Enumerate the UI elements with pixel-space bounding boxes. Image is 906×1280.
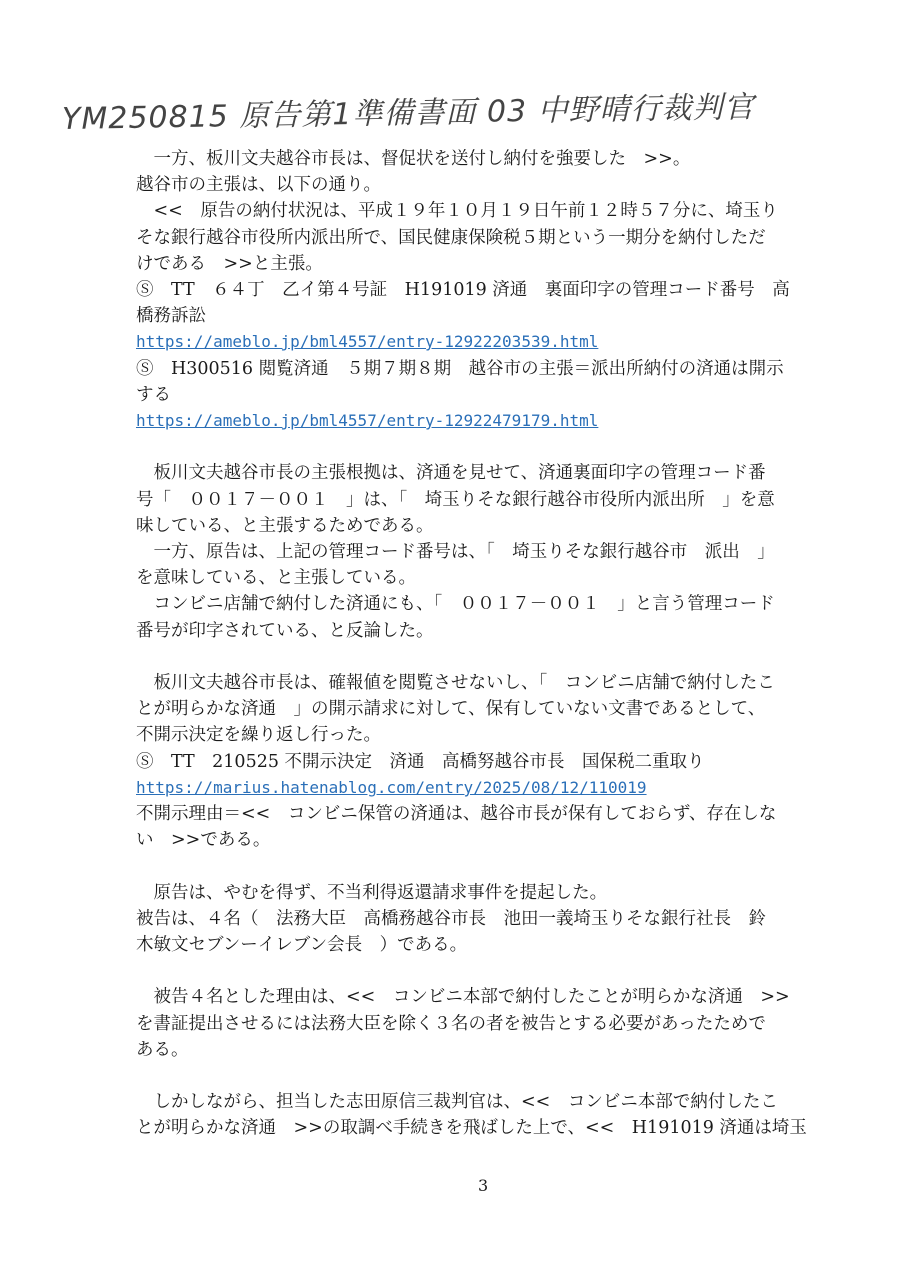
- text-line: 板川文夫越谷市長の主張根拠は、済通を見せて、済通裏面印字の管理コード番: [136, 463, 766, 483]
- handwritten-header: YM250815 原告第1準備書面 03 中野晴行裁判官: [61, 89, 755, 138]
- text-line: 越谷市の主張は、以下の通り。: [136, 175, 381, 195]
- text-line: 被告は、４名（ 法務大臣 高橋務越谷市長 池田一義埼玉りそな銀行社長 鈴: [136, 909, 766, 929]
- url-link[interactable]: https://ameblo.jp/bml4557/entry-12922203539.html: [136, 332, 599, 351]
- text-line: い >>である。: [136, 830, 271, 850]
- text-line: 一方、板川文夫越谷市長は、督促状を送付し納付を強要した >>。: [136, 149, 691, 169]
- text-line: を書証提出させるには法務大臣を除く３名の者を被告とする必要があったためで: [136, 1014, 766, 1034]
- text-line: とが明らかな済通 」の開示請求に対して、保有していない文書であるとして、: [136, 699, 766, 719]
- text-line: コンビニ店舗で納付した済通にも、「 ００１７－００１ 」と言う管理コード: [136, 594, 775, 614]
- text-line: 味している、と主張するためである。: [136, 516, 434, 536]
- text-line: Ⓢ H300516 閲覧済通 ５期７期８期 越谷市の主張＝派出所納付の済通は開示: [136, 359, 784, 379]
- text-line: そな銀行越谷市役所内派出所で、国民健康保険税５期という一期分を納付しただ: [136, 228, 766, 248]
- text-line: けである >>と主張。: [136, 254, 323, 274]
- text-line: 橋務訴訟: [136, 306, 206, 326]
- text-line: 原告は、やむを得ず、不当利得返還請求事件を提起した。: [136, 883, 608, 903]
- text-line: << 原告の納付状況は、平成１９年１０月１９日午前１２時５７分に、埼玉り: [136, 201, 778, 221]
- text-line: 一方、原告は、上記の管理コード番号は、「 埼玉りそな銀行越谷市 派出 」: [136, 542, 775, 562]
- text-line: ある。: [136, 1040, 189, 1060]
- text-line: 不開示理由＝<< コンビニ保管の済通は、越谷市長が保有しておらず、存在しな: [136, 804, 777, 824]
- text-line: Ⓢ TT ６４丁 乙イ第４号証 H191019 済通 裏面印字の管理コード番号 高: [136, 280, 790, 300]
- text-line: 不開示決定を繰り返し行った。: [136, 725, 381, 745]
- url-link[interactable]: https://ameblo.jp/bml4557/entry-12922479179.html: [136, 411, 599, 430]
- text-line: Ⓢ TT 210525 不開示決定 済通 高橋努越谷市長 国保税二重取り: [136, 752, 705, 772]
- text-line: 板川文夫越谷市長は、確報値を閲覧させないし、「 コンビニ店舗で納付したこ: [136, 673, 775, 693]
- url-link[interactable]: https://marius.hatenablog.com/entry/2025/08/12/110019: [136, 778, 647, 797]
- text-line: する: [136, 385, 171, 405]
- text-line: しかしながら、担当した志田原信三裁判官は、<< コンビニ本部で納付したこ: [136, 1092, 778, 1112]
- text-line: を意味している、と主張している。: [136, 568, 416, 588]
- text-line: 被告４名とした理由は、<< コンビニ本部で納付したことが明らかな済通 >>: [136, 987, 790, 1007]
- text-line: 木敏文セブンーイレブン会長 ）である。: [136, 935, 468, 955]
- text-line: 号「 ００１７－００１ 」は、「 埼玉りそな銀行越谷市役所内派出所 」を意: [136, 490, 775, 510]
- text-line: 番号が印字されている、と反論した。: [136, 621, 434, 641]
- text-line: とが明らかな済通 >>の取調べ手続きを飛ばした上で、<< H191019 済通は埼玉: [136, 1118, 807, 1138]
- page-number: 3: [478, 1176, 489, 1195]
